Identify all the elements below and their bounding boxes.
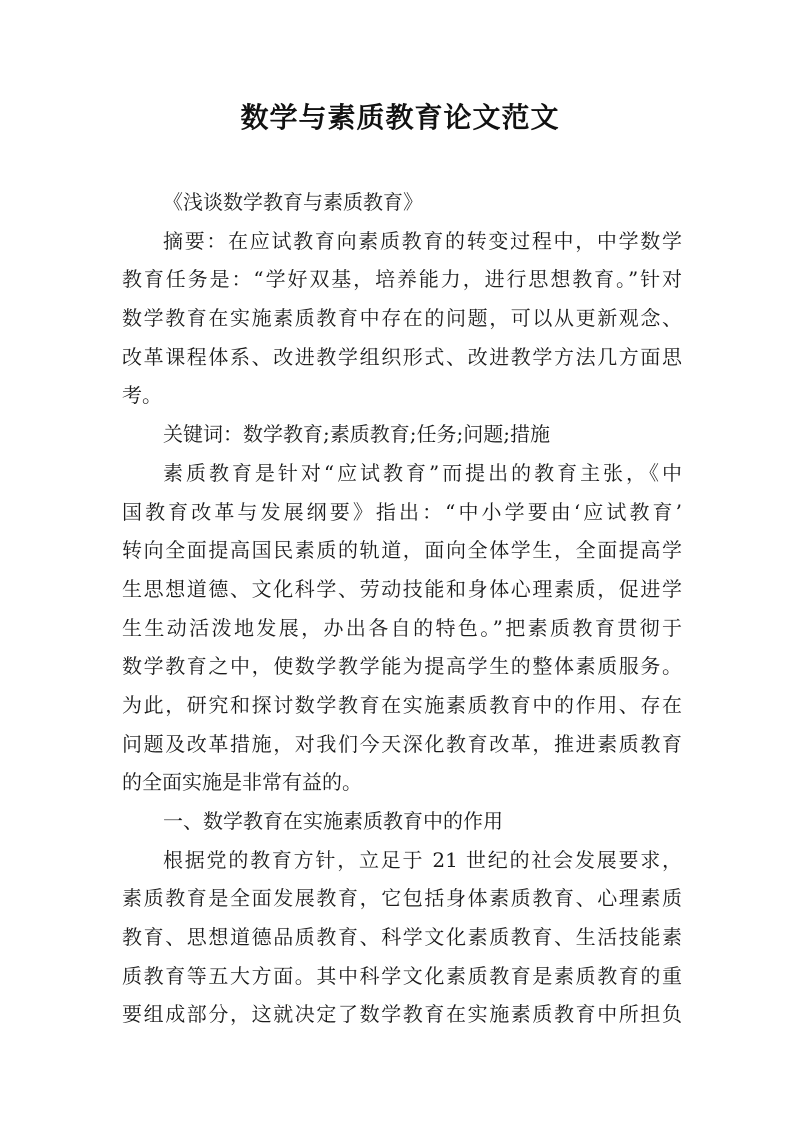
abstract-line: 数学教育在实施素质教育中存在的问题，可以从更新观念、 [122,306,682,331]
paragraph-line: 质教育等五大方面。其中科学文化素质教育是素质教育的重 [122,963,682,988]
paragraph-line: 生思想道德、文化科学、劳动技能和身体心理素质，促进学 [122,576,682,601]
paragraph-line: 问题及改革措施，对我们今天深化教育改革，推进素质教育 [122,731,682,756]
paragraph-line: 教育、思想道德品质教育、科学文化素质教育、生活技能素 [122,925,682,950]
paragraph-line: 为此，研究和探讨数学教育在实施素质教育中的作用、存在 [122,692,682,717]
paragraph-line: 的全面实施是非常有益的。 [122,770,362,795]
paragraph-line: 国教育改革与发展纲要》指出：“中小学要由‘应试教育’ [122,499,682,524]
abstract-line: 摘要：在应试教育向素质教育的转变过程中，中学数学 [163,228,682,253]
keywords-line: 关键词：数学教育;素质教育;任务;问题;措施 [163,422,550,447]
abstract-line: 改革课程体系、改进教学组织形式、改进教学方法几方面思 [122,344,682,369]
subtitle-line: 《浅谈数学教育与素质教育》 [163,190,423,214]
paragraph-line: 转向全面提高国民素质的轨道，面向全体学生，全面提高学 [122,538,682,563]
paragraph-line: 数学教育之中，使数学教学能为提高学生的整体素质服务。 [122,654,682,679]
paragraph-line: 素质教育是针对“应试教育”而提出的教育主张，《中 [163,460,682,485]
document-title: 数学与素质教育论文范文 [240,101,560,134]
paragraph-line: 要组成部分，这就决定了数学教育在实施素质教育中所担负 [122,1002,682,1027]
document-body [122,183,682,1034]
abstract-line: 考。 [122,383,162,408]
paragraph-line: 生生动活泼地发展，办出各自的特色。”把素质教育贯彻于 [122,615,682,640]
section-heading: 一、数学教育在实施素质教育中的作用 [163,809,503,833]
abstract-line: 教育任务是：“学好双基，培养能力，进行思想教育。”针对 [122,267,682,292]
paragraph-line: 素质教育是全面发展教育，它包括身体素质教育、心理素质 [122,886,682,911]
paragraph-line: 根据党的教育方针，立足于 21 世纪的社会发展要求， [163,847,682,872]
